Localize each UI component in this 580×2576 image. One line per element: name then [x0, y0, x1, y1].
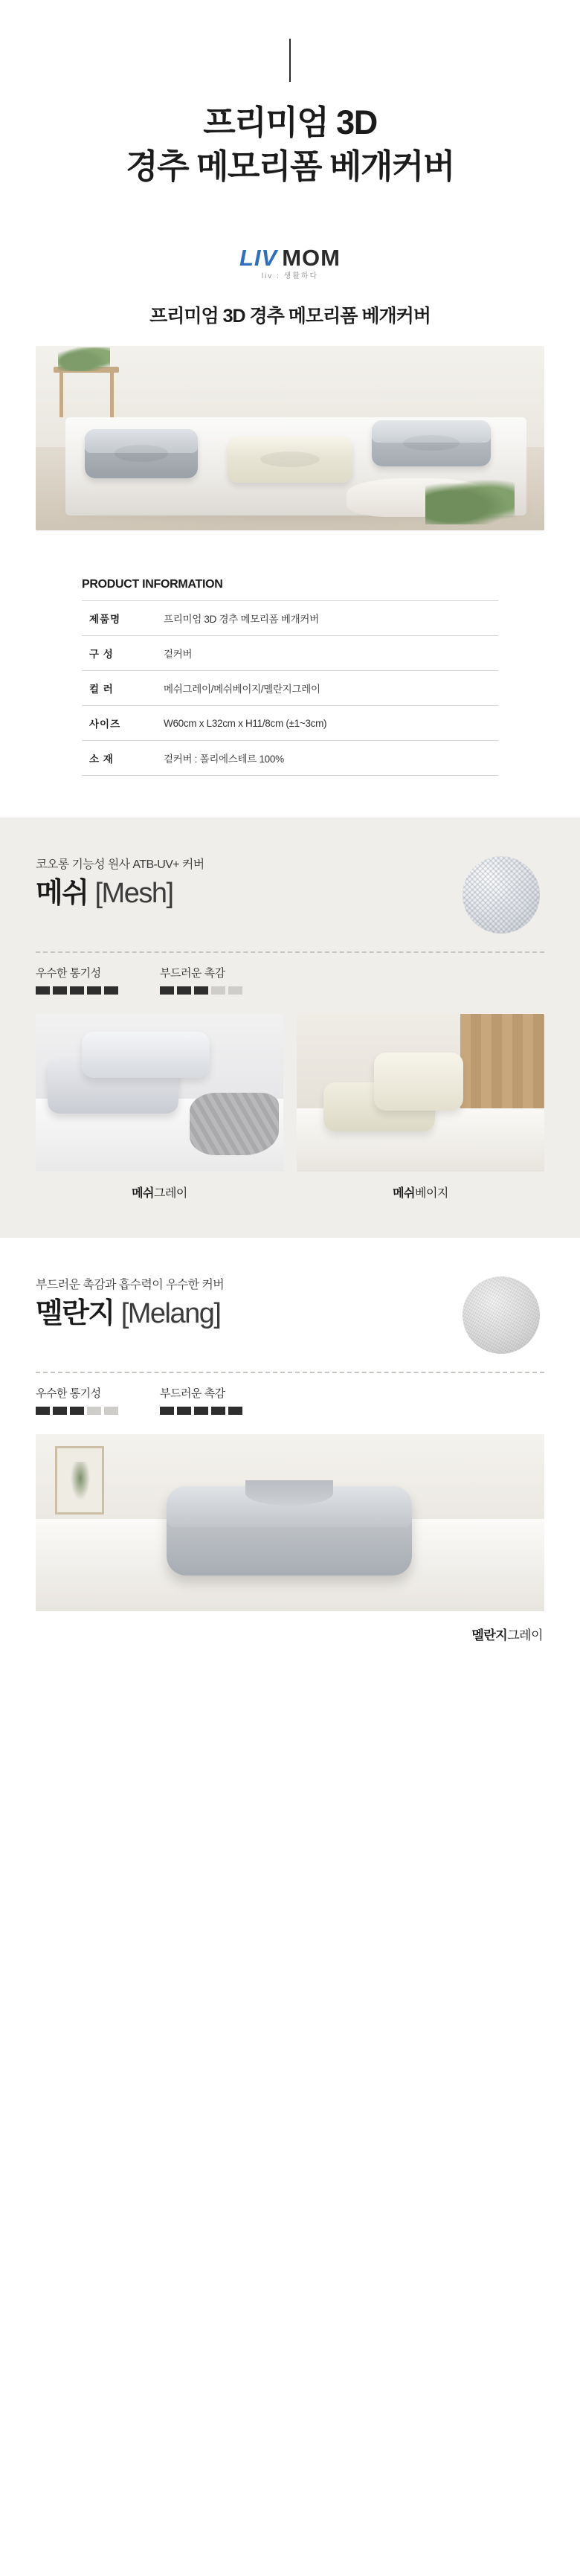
hero-title-line1: 프리미엄 3D — [203, 103, 377, 141]
mesh-beige-caption-rest: 베이지 — [415, 1187, 448, 1200]
brand-logo-mom: MOM — [282, 245, 341, 271]
brand-section — [0, 188, 580, 328]
meter-bar — [87, 1407, 101, 1415]
meter-bar — [211, 986, 225, 995]
melang-gray-caption — [36, 1625, 544, 1643]
melang-title-ko: 멜란지 — [36, 1298, 115, 1329]
page-title — [0, 101, 580, 188]
mesh-beige-card — [297, 1014, 544, 1201]
spacer — [36, 1643, 544, 1673]
meter-bar — [177, 1407, 191, 1415]
product-information-title: PRODUCT INFORMATION — [82, 578, 223, 591]
spacer — [36, 1201, 544, 1230]
mesh-meter-softness — [160, 965, 242, 995]
meter-bar — [53, 986, 67, 995]
pillow-melang-gray — [167, 1486, 412, 1576]
mesh-meter-softness-label: 부드러운 촉감 — [160, 967, 225, 980]
melang-meter-breathability-label: 우수한 통기성 — [36, 1387, 101, 1400]
photo-shelf-leg — [59, 373, 63, 417]
pillow-notch — [115, 445, 169, 461]
mesh-title-ko: 메쉬 — [36, 878, 88, 909]
melang-meter-breathability-bars — [36, 1407, 118, 1415]
hero-divider — [289, 39, 291, 82]
brand-logo-liv: LIV — [239, 245, 278, 271]
mesh-eyebrow: 코오롱 기능성 원사 ATB-UV+ 커버 — [36, 858, 204, 871]
melang-section — [0, 1238, 580, 1680]
mesh-gray-caption-rest: 그레이 — [154, 1187, 187, 1200]
info-value-size: W60cm x L32cm x H11/8cm (±1~3cm) — [164, 717, 327, 729]
melang-gray-caption-rest: 그레이 — [507, 1628, 543, 1642]
info-value-composition: 겉커버 — [164, 649, 193, 660]
meter-bar — [194, 986, 208, 995]
mesh-meter-softness-bars — [160, 986, 242, 995]
melang-gray-photo — [36, 1434, 544, 1611]
product-information-table — [82, 600, 498, 776]
photo-wall-frame — [55, 1446, 104, 1515]
meter-bar — [70, 986, 84, 995]
mesh-meter-breathability-label: 우수한 통기성 — [36, 967, 101, 980]
pillow-notch — [245, 1480, 334, 1506]
hero-product-photo — [36, 346, 544, 530]
mesh-meter-breathability-bars — [36, 986, 118, 995]
mesh-beige-caption-bold: 메쉬 — [393, 1187, 416, 1200]
meter-bar — [160, 1407, 174, 1415]
photo-plant — [58, 347, 110, 371]
info-label-size: 사이즈 — [89, 719, 121, 730]
photo-plant — [425, 480, 515, 524]
mesh-beige-caption — [297, 1183, 544, 1201]
mesh-gray-caption — [36, 1183, 283, 1201]
melang-title-en: [Melang] — [120, 1298, 221, 1329]
info-label-material: 소 재 — [89, 754, 114, 765]
mesh-gray-caption-bold: 메쉬 — [132, 1187, 155, 1200]
table-row — [82, 636, 498, 671]
mesh-section — [0, 818, 580, 1238]
mesh-gray-photo — [36, 1014, 283, 1172]
meter-bar — [104, 1407, 118, 1415]
mesh-photo-row — [36, 1014, 544, 1201]
melang-fabric-swatch — [463, 1276, 540, 1354]
melang-eyebrow: 부드러운 촉감과 흡수력이 우수한 커버 — [36, 1279, 225, 1291]
melang-meters — [36, 1385, 544, 1415]
table-row — [82, 671, 498, 706]
meter-bar — [104, 986, 118, 995]
brand-tagline: liv : 생활하다 — [261, 272, 319, 280]
meter-bar — [36, 1407, 50, 1415]
melang-section-header — [36, 1272, 544, 1355]
mesh-section-header — [36, 852, 544, 935]
meter-bar — [87, 986, 101, 995]
info-label-product-name: 제품명 — [89, 614, 121, 625]
meter-bar — [36, 986, 50, 995]
table-row — [82, 601, 498, 636]
meter-bar — [70, 1407, 84, 1415]
melang-gray-caption-bold: 멜란지 — [471, 1628, 508, 1642]
pillow-gray-back — [82, 1032, 210, 1078]
brand-headline: 프리미엄 3D 경추 메모리폼 베개커버 — [149, 306, 431, 327]
mesh-gray-card — [36, 1014, 283, 1201]
hero-section — [0, 0, 580, 188]
info-value-material: 겉커버 : 폴리에스테르 100% — [164, 754, 284, 765]
divider-dashed — [36, 951, 544, 953]
spacer — [0, 776, 580, 818]
pillow-beige-back — [374, 1053, 463, 1111]
mesh-title-en: [Mesh] — [94, 878, 173, 909]
photo-towel — [190, 1093, 279, 1155]
meter-bar — [228, 986, 242, 995]
melang-meter-softness-label: 부드러운 촉감 — [160, 1387, 225, 1400]
meter-bar — [160, 986, 174, 995]
meter-bar — [211, 1407, 225, 1415]
melang-meter-breathability — [36, 1385, 118, 1415]
table-row — [82, 706, 498, 741]
meter-bar — [53, 1407, 67, 1415]
info-label-composition: 구 성 — [89, 649, 114, 660]
info-label-color: 컬 러 — [89, 684, 114, 695]
meter-bar — [194, 1407, 208, 1415]
divider-dashed — [36, 1372, 544, 1373]
pillow-cream-center — [228, 437, 352, 483]
info-value-color: 메쉬그레이/메쉬베이지/멜란지그레이 — [164, 684, 320, 695]
melang-meter-softness-bars — [160, 1407, 242, 1415]
meter-bar — [177, 986, 191, 995]
mesh-meters — [36, 965, 544, 995]
table-row — [82, 741, 498, 776]
melang-meter-softness — [160, 1385, 242, 1415]
pillow-gray-right — [372, 420, 491, 466]
hero-title-line2: 경추 메모리폼 베개커버 — [126, 147, 454, 185]
pillow-notch — [260, 452, 320, 467]
mesh-fabric-swatch — [463, 856, 540, 934]
product-information-section — [82, 578, 498, 776]
photo-shelf-leg — [110, 373, 114, 417]
mesh-beige-photo — [297, 1014, 544, 1172]
brand-logo — [239, 246, 341, 280]
meter-bar — [228, 1407, 242, 1415]
info-value-product-name: 프리미엄 3D 경추 메모리폼 베개커버 — [164, 614, 319, 625]
pillow-gray-left — [85, 429, 198, 478]
pillow-notch — [403, 435, 460, 451]
mesh-meter-breathability — [36, 965, 118, 995]
